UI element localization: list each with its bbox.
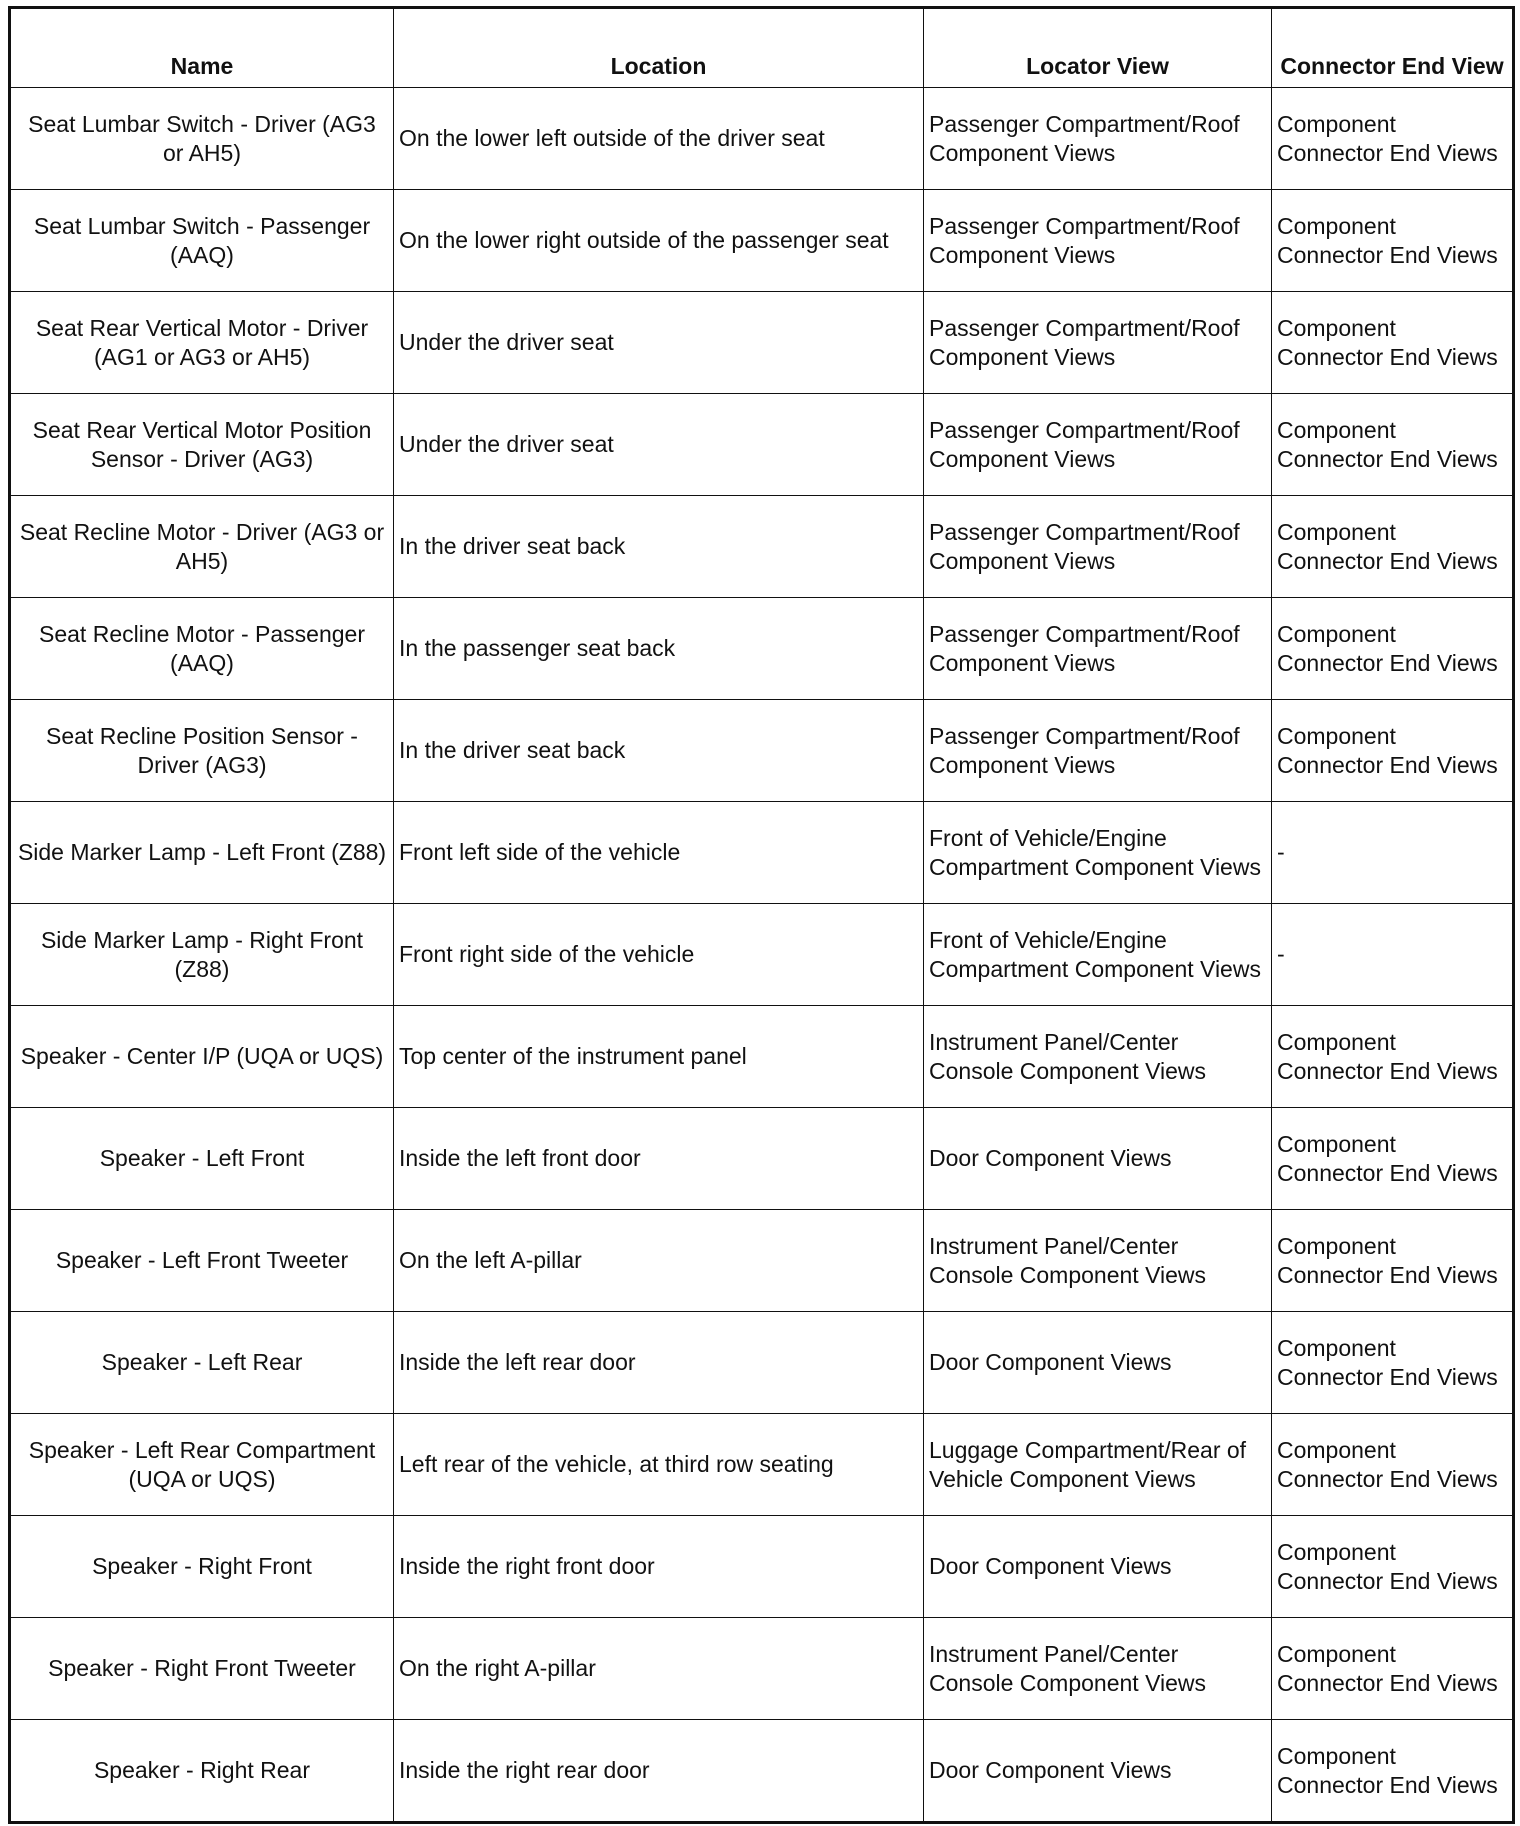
cell-connector-end-view: Component Connector End Views <box>1272 1618 1514 1720</box>
component-locator-table-container <box>8 6 1512 1824</box>
cell-locator-view: Passenger Compartment/Roof Component Views <box>924 700 1272 802</box>
cell-locator-view: Instrument Panel/Center Console Component Views <box>924 1618 1272 1720</box>
cell-name: Seat Rear Vertical Motor - Driver (AG1 or AG3 or AH5) <box>10 292 394 394</box>
cell-location: On the left A-pillar <box>394 1210 924 1312</box>
table-row <box>10 1720 1514 1823</box>
cell-location: On the right A-pillar <box>394 1618 924 1720</box>
cell-name: Seat Recline Motor - Passenger (AAQ) <box>10 598 394 700</box>
table-row <box>10 496 1514 598</box>
cell-name: Speaker - Center I/P (UQA or UQS) <box>10 1006 394 1108</box>
table-row <box>10 1414 1514 1516</box>
cell-name: Speaker - Left Rear <box>10 1312 394 1414</box>
cell-location: Inside the left front door <box>394 1108 924 1210</box>
column-header-name: Name <box>10 8 394 88</box>
cell-name: Seat Rear Vertical Motor Position Sensor - Driver (AG3) <box>10 394 394 496</box>
cell-location: Left rear of the vehicle, at third row seating <box>394 1414 924 1516</box>
cell-connector-end-view: Component Connector End Views <box>1272 598 1514 700</box>
table-body <box>10 88 1514 1823</box>
cell-connector-end-view: Component Connector End Views <box>1272 1210 1514 1312</box>
cell-name: Seat Lumbar Switch - Driver (AG3 or AH5) <box>10 88 394 190</box>
column-header-location: Location <box>394 8 924 88</box>
cell-locator-view: Door Component Views <box>924 1312 1272 1414</box>
cell-connector-end-view: Component Connector End Views <box>1272 496 1514 598</box>
table-row <box>10 190 1514 292</box>
column-header-locator-view: Locator View <box>924 8 1272 88</box>
cell-name: Speaker - Left Front Tweeter <box>10 1210 394 1312</box>
table-row <box>10 1006 1514 1108</box>
table-row <box>10 802 1514 904</box>
table-row <box>10 1516 1514 1618</box>
cell-connector-end-view: - <box>1272 802 1514 904</box>
cell-locator-view: Door Component Views <box>924 1720 1272 1823</box>
cell-connector-end-view: Component Connector End Views <box>1272 292 1514 394</box>
cell-name: Side Marker Lamp - Right Front (Z88) <box>10 904 394 1006</box>
cell-connector-end-view: Component Connector End Views <box>1272 1006 1514 1108</box>
table-row <box>10 1312 1514 1414</box>
table-row <box>10 904 1514 1006</box>
cell-location: Top center of the instrument panel <box>394 1006 924 1108</box>
cell-locator-view: Passenger Compartment/Roof Component Views <box>924 292 1272 394</box>
cell-connector-end-view: Component Connector End Views <box>1272 1720 1514 1823</box>
column-header-connector-end-view: Connector End View <box>1272 8 1514 88</box>
cell-locator-view: Passenger Compartment/Roof Component Views <box>924 496 1272 598</box>
cell-name: Speaker - Left Rear Compartment (UQA or UQS) <box>10 1414 394 1516</box>
cell-locator-view: Front of Vehicle/Engine Compartment Component Views <box>924 904 1272 1006</box>
cell-name: Speaker - Right Front Tweeter <box>10 1618 394 1720</box>
cell-locator-view: Passenger Compartment/Roof Component Views <box>924 88 1272 190</box>
table-row <box>10 598 1514 700</box>
cell-name: Speaker - Left Front <box>10 1108 394 1210</box>
cell-connector-end-view: Component Connector End Views <box>1272 1414 1514 1516</box>
cell-locator-view: Door Component Views <box>924 1108 1272 1210</box>
cell-connector-end-view: Component Connector End Views <box>1272 1516 1514 1618</box>
cell-locator-view: Passenger Compartment/Roof Component Views <box>924 394 1272 496</box>
cell-name: Seat Recline Position Sensor - Driver (AG3) <box>10 700 394 802</box>
cell-locator-view: Front of Vehicle/Engine Compartment Component Views <box>924 802 1272 904</box>
cell-name: Side Marker Lamp - Left Front (Z88) <box>10 802 394 904</box>
cell-connector-end-view: Component Connector End Views <box>1272 394 1514 496</box>
cell-location: Under the driver seat <box>394 394 924 496</box>
table-row <box>10 1618 1514 1720</box>
table-row <box>10 700 1514 802</box>
table-header-row <box>10 8 1514 88</box>
component-locator-table <box>8 6 1515 1824</box>
cell-location: In the driver seat back <box>394 700 924 802</box>
cell-connector-end-view: Component Connector End Views <box>1272 1312 1514 1414</box>
cell-locator-view: Instrument Panel/Center Console Component Views <box>924 1210 1272 1312</box>
table-row <box>10 394 1514 496</box>
cell-location: On the lower left outside of the driver seat <box>394 88 924 190</box>
cell-connector-end-view: Component Connector End Views <box>1272 1108 1514 1210</box>
cell-name: Speaker - Right Front <box>10 1516 394 1618</box>
cell-location: In the driver seat back <box>394 496 924 598</box>
cell-connector-end-view: - <box>1272 904 1514 1006</box>
cell-connector-end-view: Component Connector End Views <box>1272 700 1514 802</box>
cell-location: Front left side of the vehicle <box>394 802 924 904</box>
cell-location: On the lower right outside of the passenger seat <box>394 190 924 292</box>
cell-connector-end-view: Component Connector End Views <box>1272 88 1514 190</box>
cell-location: Inside the left rear door <box>394 1312 924 1414</box>
cell-location: Inside the right rear door <box>394 1720 924 1823</box>
cell-name: Seat Recline Motor - Driver (AG3 or AH5) <box>10 496 394 598</box>
table-row <box>10 1108 1514 1210</box>
cell-locator-view: Instrument Panel/Center Console Component Views <box>924 1006 1272 1108</box>
cell-locator-view: Passenger Compartment/Roof Component Views <box>924 598 1272 700</box>
cell-name: Seat Lumbar Switch - Passenger (AAQ) <box>10 190 394 292</box>
cell-location: In the passenger seat back <box>394 598 924 700</box>
cell-name: Speaker - Right Rear <box>10 1720 394 1823</box>
table-row <box>10 292 1514 394</box>
cell-locator-view: Luggage Compartment/Rear of Vehicle Component Views <box>924 1414 1272 1516</box>
cell-location: Under the driver seat <box>394 292 924 394</box>
cell-location: Front right side of the vehicle <box>394 904 924 1006</box>
cell-location: Inside the right front door <box>394 1516 924 1618</box>
cell-locator-view: Passenger Compartment/Roof Component Views <box>924 190 1272 292</box>
cell-connector-end-view: Component Connector End Views <box>1272 190 1514 292</box>
table-row <box>10 88 1514 190</box>
table-row <box>10 1210 1514 1312</box>
cell-locator-view: Door Component Views <box>924 1516 1272 1618</box>
